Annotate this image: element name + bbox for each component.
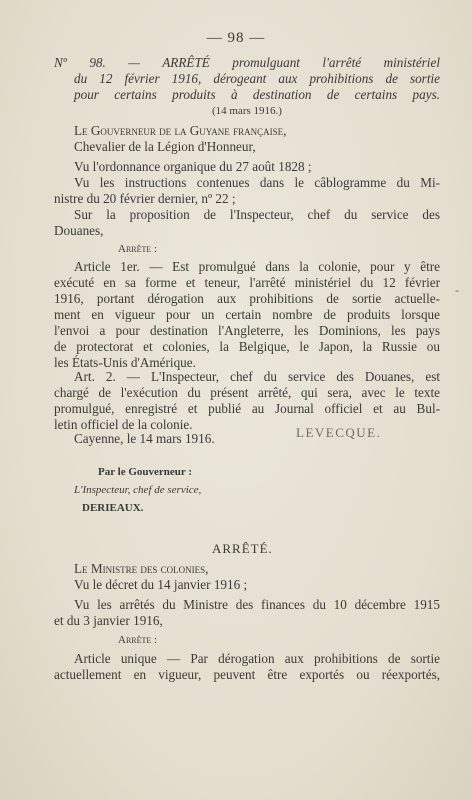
article-line: ment en vigueur pour un certain nombre de produits lorsque: [54, 307, 440, 322]
preamble-line: Vu les instructions contenues dans le câblogramme du Mi-: [74, 175, 440, 190]
preamble-line: et du 3 janvier 1916,: [54, 613, 163, 628]
margin-mark: -: [455, 283, 459, 297]
preamble-2: [54, 561, 440, 629]
preamble-line: Vu le décret du 14 janvier 1916 ;: [74, 577, 248, 592]
article-line: les États-Unis d'Amérique.: [54, 355, 196, 370]
heading-line: du 12 février 1916, dérogeant aux prohibitions de sortie: [74, 71, 440, 86]
section-title: ARRÊTÉ.: [212, 541, 273, 556]
inspecteur-title: L'Inspecteur, chef de service,: [74, 484, 202, 496]
page-number: — 98 —: [206, 30, 266, 46]
article-2: [54, 369, 440, 433]
article-line: actuellement en vigueur, peuvent être exportés ou réexportés,: [54, 667, 440, 682]
preamble-line: Chevalier de la Légion d'Honneur,: [74, 139, 256, 154]
article-line: de protectorat et colonies, la Belgique, le Japon, la Russie ou: [54, 339, 440, 354]
article-line: Art. 2. — L'Inspecteur, chef du service des Douanes, est: [74, 369, 440, 384]
heading-line: pour certains produits à destination de certains pays.: [74, 87, 440, 102]
decree-date: (14 mars 1916.): [212, 105, 282, 117]
article-line: Article unique — Par dérogation aux prohibitions de sortie: [74, 651, 440, 666]
preamble: [54, 123, 440, 239]
article-line: Article 1er. — Est promulgué dans la colonie, pour y être: [74, 259, 440, 274]
place-date: Cayenne, le 14 mars 1916.: [74, 431, 215, 446]
preamble-line: Vu l'ordonnance organique du 27 août 1828 ;: [74, 159, 312, 174]
article-line: exécuté en sa forme et teneur, l'arrêté ministériel du 12 février: [54, 275, 440, 290]
preamble-line: Douanes,: [54, 223, 104, 238]
arrete-label-2: Arrête :: [118, 634, 158, 646]
article-line: l'envoi a pour destination l'Angleterre, les Dominions, les pays: [54, 323, 440, 338]
preamble-line: Le Ministre des colonies,: [74, 561, 209, 576]
preamble-line: nistre du 20 février dernier, nº 22 ;: [54, 191, 236, 206]
decree-heading: [54, 55, 440, 103]
article-line: chargé de l'exécution du présent arrêté, qui sera, avec le texte: [54, 385, 440, 400]
preamble-line: Le Gouverneur de la Guyane française,: [74, 123, 287, 138]
inspecteur-name: DERIEAUX.: [82, 502, 144, 514]
preamble-line: Vu les arrêtés du Ministre des finances du 10 décembre 1915: [74, 597, 440, 612]
par-le-gouverneur: Par le Gouverneur :: [98, 466, 192, 478]
heading-line: Nº 98. — ARRÊTÉ promulguant l'arrêté ministériel: [54, 55, 440, 70]
article-line: 1916, portant dérogation aux prohibitions de sortie actuelle-: [54, 291, 440, 306]
article-1: [54, 259, 440, 371]
preamble-line: Sur la proposition de l'Inspecteur, chef du service des: [74, 207, 440, 222]
signatory: LEVECQUE.: [296, 425, 382, 440]
article-unique: [54, 651, 440, 683]
arrete-label: Arrête :: [118, 243, 158, 255]
article-line: letin officiel de la colonie.: [54, 417, 193, 432]
article-line: promulgué, enregistré et publié au Journal officiel et au Bul-: [54, 401, 440, 416]
